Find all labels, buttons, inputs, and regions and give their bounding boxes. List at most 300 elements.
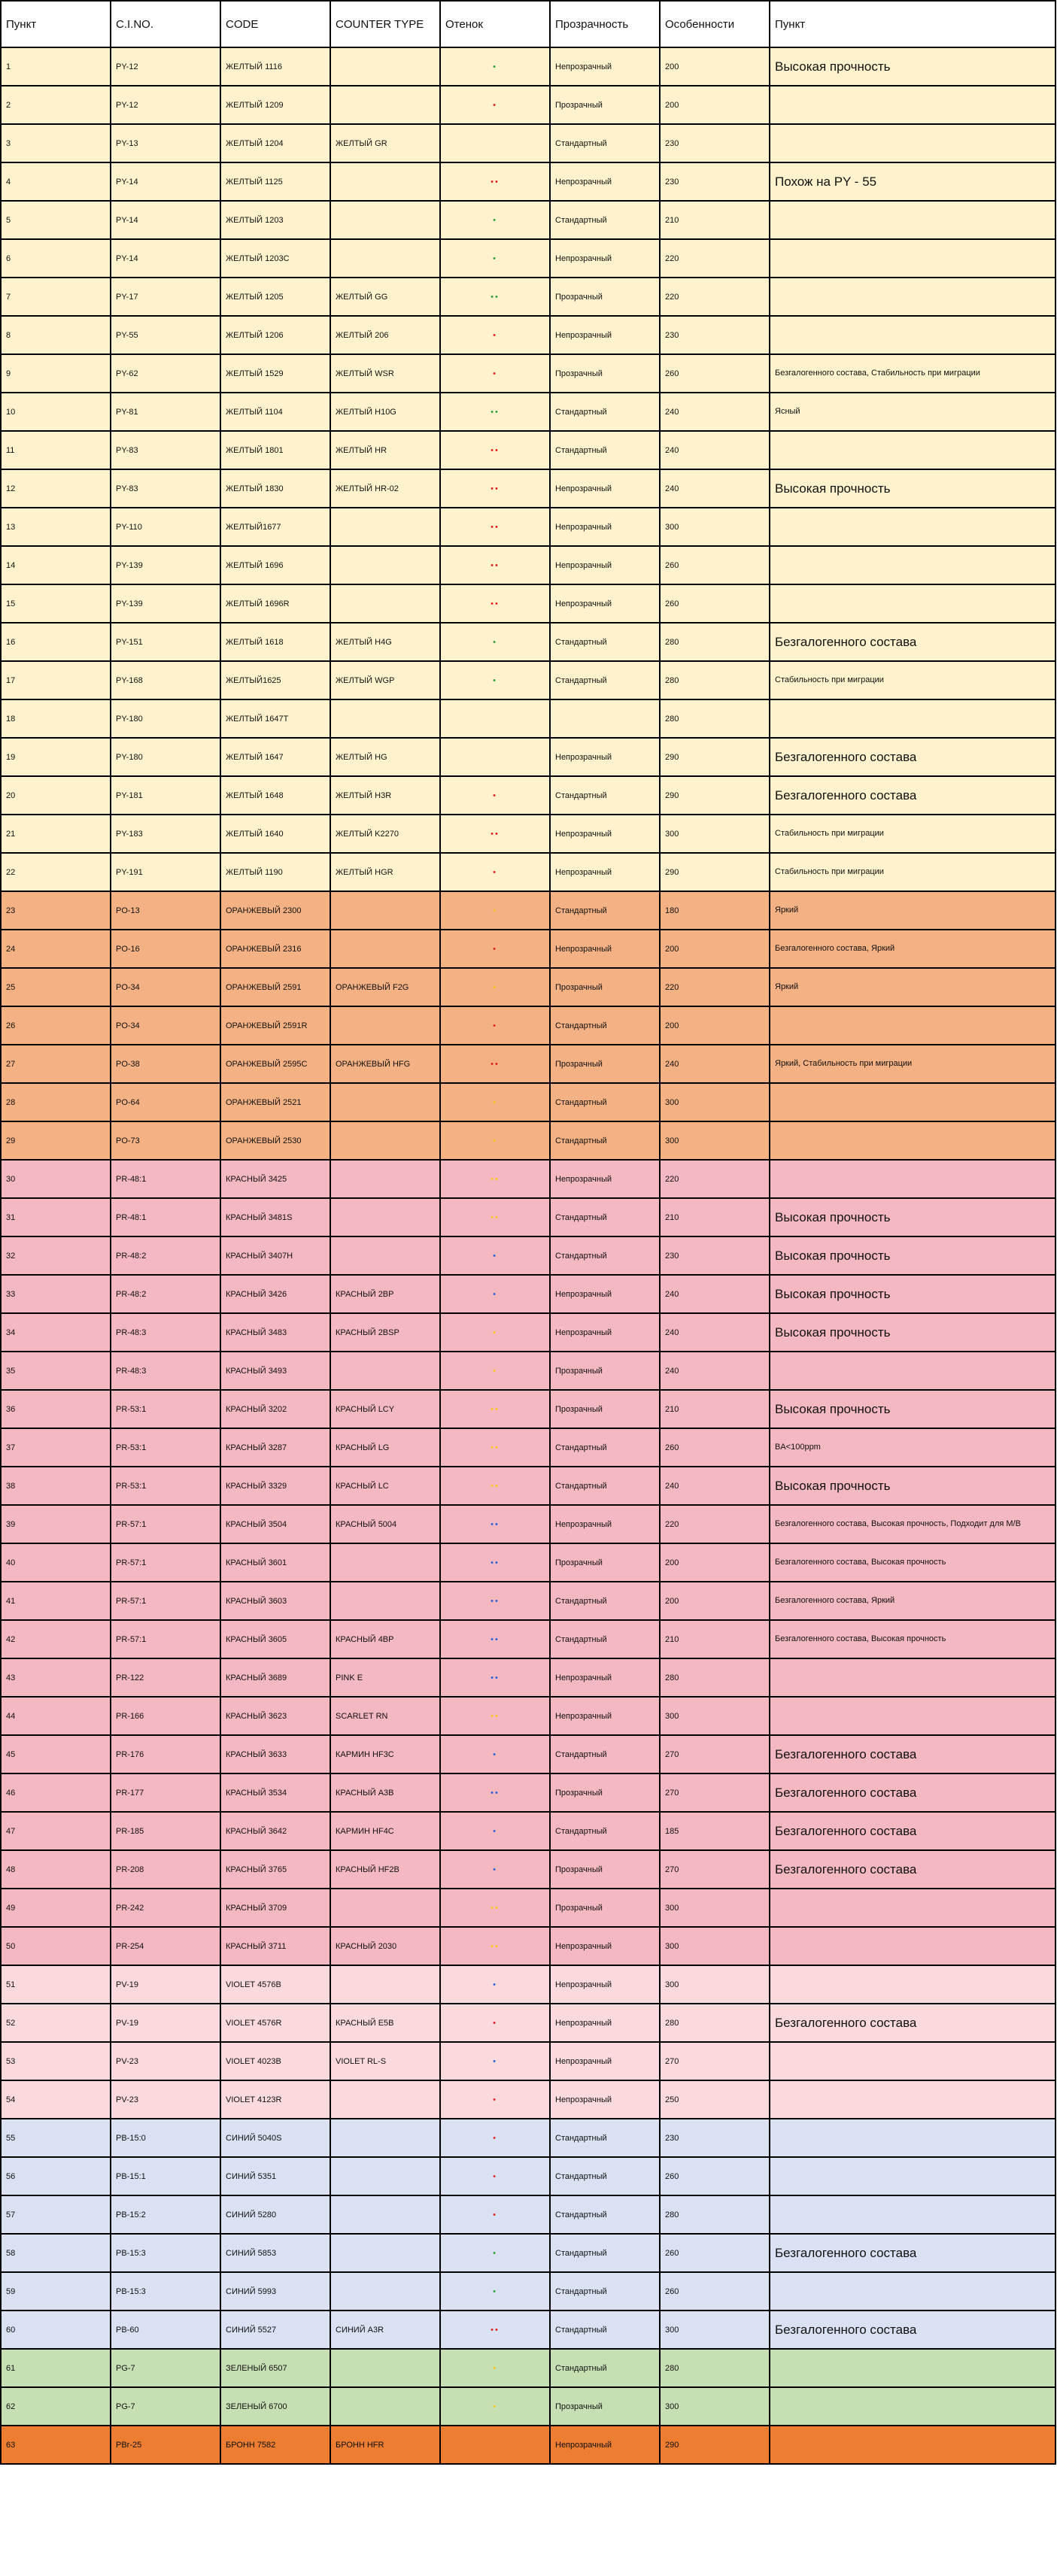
- cell-properties[interactable]: 280: [660, 2349, 770, 2387]
- cell-properties[interactable]: 230: [660, 2119, 770, 2157]
- cell-ci-no[interactable]: PB-60: [111, 2311, 220, 2349]
- cell-code[interactable]: ЖЕЛТЫЙ 1640: [220, 815, 330, 853]
- cell-notes[interactable]: Стабильность при миграции: [770, 815, 1055, 853]
- cell-code[interactable]: КРАСНЫЙ 3605: [220, 1620, 330, 1658]
- cell-notes[interactable]: [770, 2426, 1055, 2464]
- cell-code[interactable]: СИНИЙ 5351: [220, 2157, 330, 2195]
- cell-ci-no[interactable]: PB-15:3: [111, 2272, 220, 2311]
- cell-counter-type[interactable]: [330, 2349, 440, 2387]
- cell-properties[interactable]: 240: [660, 1275, 770, 1313]
- cell-ci-no[interactable]: PY-55: [111, 316, 220, 354]
- cell-code[interactable]: ЖЕЛТЫЙ 1209: [220, 86, 330, 124]
- cell-notes[interactable]: [770, 1965, 1055, 2004]
- cell-ci-no[interactable]: PY-62: [111, 354, 220, 393]
- cell-ci-no[interactable]: PR-57:1: [111, 1505, 220, 1543]
- cell-shade[interactable]: [440, 2119, 550, 2157]
- cell-properties[interactable]: 200: [660, 1582, 770, 1620]
- cell-notes[interactable]: [770, 1006, 1055, 1045]
- cell-notes[interactable]: [770, 1352, 1055, 1390]
- cell-ci-no[interactable]: PY-83: [111, 431, 220, 469]
- cell-transparency[interactable]: Стандартный: [550, 1236, 660, 1275]
- cell-transparency[interactable]: Стандартный: [550, 2157, 660, 2195]
- cell-code[interactable]: ОРАНЖЕВЫЙ 2591: [220, 968, 330, 1006]
- cell-notes[interactable]: Яркий: [770, 968, 1055, 1006]
- cell-code[interactable]: ЖЕЛТЫЙ 1116: [220, 47, 330, 86]
- cell-code[interactable]: ЖЕЛТЫЙ1677: [220, 508, 330, 546]
- cell-ci-no[interactable]: PB-15:3: [111, 2234, 220, 2272]
- cell-transparency[interactable]: Непрозрачный: [550, 738, 660, 776]
- cell-code[interactable]: ЖЕЛТЫЙ 1830: [220, 469, 330, 508]
- cell-shade[interactable]: [440, 1620, 550, 1658]
- cell-counter-type[interactable]: [330, 47, 440, 86]
- cell-code[interactable]: КРАСНЫЙ 3287: [220, 1428, 330, 1467]
- cell-counter-type[interactable]: [330, 2119, 440, 2157]
- cell-code[interactable]: КРАСНЫЙ 3689: [220, 1658, 330, 1697]
- cell-transparency[interactable]: Стандартный: [550, 2234, 660, 2272]
- cell-transparency[interactable]: Стандартный: [550, 1121, 660, 1160]
- cell-transparency[interactable]: Непрозрачный: [550, 316, 660, 354]
- cell-properties[interactable]: 290: [660, 738, 770, 776]
- cell-counter-type[interactable]: [330, 1160, 440, 1198]
- cell-ci-no[interactable]: PY-183: [111, 815, 220, 853]
- header-shade[interactable]: Отенок: [440, 1, 550, 47]
- cell-counter-type[interactable]: КРАСНЫЙ 2BP: [330, 1275, 440, 1313]
- cell-counter-type[interactable]: [330, 162, 440, 201]
- cell-notes[interactable]: [770, 239, 1055, 278]
- cell-properties[interactable]: 210: [660, 1198, 770, 1236]
- header-notes[interactable]: Пункт: [770, 1, 1055, 47]
- cell-counter-type[interactable]: [330, 891, 440, 930]
- cell-transparency[interactable]: Стандартный: [550, 1467, 660, 1505]
- cell-shade[interactable]: [440, 469, 550, 508]
- cell-item[interactable]: 35: [1, 1352, 111, 1390]
- cell-transparency[interactable]: Стандартный: [550, 2195, 660, 2234]
- cell-notes[interactable]: [770, 431, 1055, 469]
- cell-item[interactable]: 9: [1, 354, 111, 393]
- cell-shade[interactable]: [440, 1889, 550, 1927]
- cell-transparency[interactable]: Стандартный: [550, 2272, 660, 2311]
- cell-notes[interactable]: Высокая прочность: [770, 47, 1055, 86]
- cell-notes[interactable]: Безгалогенного состава, Стабильность при миграции: [770, 354, 1055, 393]
- cell-transparency[interactable]: Стандартный: [550, 2311, 660, 2349]
- cell-item[interactable]: 13: [1, 508, 111, 546]
- cell-ci-no[interactable]: PY-14: [111, 162, 220, 201]
- cell-transparency[interactable]: Непрозрачный: [550, 469, 660, 508]
- cell-transparency[interactable]: Прозрачный: [550, 2387, 660, 2426]
- cell-item[interactable]: 22: [1, 853, 111, 891]
- cell-notes[interactable]: Безгалогенного состава: [770, 623, 1055, 661]
- cell-counter-type[interactable]: [330, 201, 440, 239]
- cell-shade[interactable]: [440, 2426, 550, 2464]
- cell-shade[interactable]: [440, 47, 550, 86]
- cell-notes[interactable]: Стабильность при миграции: [770, 661, 1055, 699]
- cell-item[interactable]: 60: [1, 2311, 111, 2349]
- cell-item[interactable]: 41: [1, 1582, 111, 1620]
- cell-counter-type[interactable]: ЖЕЛТЫЙ HGR: [330, 853, 440, 891]
- cell-transparency[interactable]: Стандартный: [550, 1620, 660, 1658]
- cell-code[interactable]: КРАСНЫЙ 3481S: [220, 1198, 330, 1236]
- cell-ci-no[interactable]: PB-15:0: [111, 2119, 220, 2157]
- cell-counter-type[interactable]: [330, 1236, 440, 1275]
- cell-item[interactable]: 58: [1, 2234, 111, 2272]
- cell-shade[interactable]: [440, 1121, 550, 1160]
- cell-properties[interactable]: 220: [660, 1505, 770, 1543]
- cell-item[interactable]: 38: [1, 1467, 111, 1505]
- cell-counter-type[interactable]: ЖЕЛТЫЙ GR: [330, 124, 440, 162]
- cell-ci-no[interactable]: PO-16: [111, 930, 220, 968]
- cell-properties[interactable]: 290: [660, 853, 770, 891]
- cell-counter-type[interactable]: [330, 1198, 440, 1236]
- cell-shade[interactable]: [440, 968, 550, 1006]
- cell-transparency[interactable]: Непрозрачный: [550, 2004, 660, 2042]
- cell-ci-no[interactable]: PR-48:3: [111, 1352, 220, 1390]
- cell-code[interactable]: ЖЕЛТЫЙ 1801: [220, 431, 330, 469]
- cell-counter-type[interactable]: [330, 930, 440, 968]
- cell-properties[interactable]: 270: [660, 2042, 770, 2080]
- cell-transparency[interactable]: Стандартный: [550, 623, 660, 661]
- cell-transparency[interactable]: Непрозрачный: [550, 508, 660, 546]
- cell-shade[interactable]: [440, 1505, 550, 1543]
- cell-notes[interactable]: [770, 1927, 1055, 1965]
- cell-code[interactable]: КРАСНЫЙ 3534: [220, 1773, 330, 1812]
- cell-notes[interactable]: Яркий: [770, 891, 1055, 930]
- cell-code[interactable]: КРАСНЫЙ 3329: [220, 1467, 330, 1505]
- cell-shade[interactable]: [440, 1045, 550, 1083]
- cell-properties[interactable]: 180: [660, 891, 770, 930]
- cell-transparency[interactable]: Непрозрачный: [550, 2080, 660, 2119]
- cell-transparency[interactable]: Непрозрачный: [550, 239, 660, 278]
- cell-properties[interactable]: 280: [660, 1658, 770, 1697]
- cell-item[interactable]: 63: [1, 2426, 111, 2464]
- cell-notes[interactable]: Высокая прочность: [770, 1236, 1055, 1275]
- cell-counter-type[interactable]: [330, 584, 440, 623]
- cell-shade[interactable]: [440, 1735, 550, 1773]
- cell-ci-no[interactable]: PY-191: [111, 853, 220, 891]
- cell-counter-type[interactable]: ОРАНЖЕВЫЙ HFG: [330, 1045, 440, 1083]
- cell-ci-no[interactable]: PY-12: [111, 86, 220, 124]
- cell-properties[interactable]: 280: [660, 623, 770, 661]
- cell-item[interactable]: 11: [1, 431, 111, 469]
- cell-notes[interactable]: [770, 2119, 1055, 2157]
- cell-item[interactable]: 61: [1, 2349, 111, 2387]
- cell-shade[interactable]: [440, 776, 550, 815]
- cell-notes[interactable]: [770, 2349, 1055, 2387]
- cell-shade[interactable]: [440, 1198, 550, 1236]
- cell-counter-type[interactable]: ЖЕЛТЫЙ GG: [330, 278, 440, 316]
- cell-shade[interactable]: [440, 546, 550, 584]
- cell-properties[interactable]: 220: [660, 239, 770, 278]
- cell-transparency[interactable]: Прозрачный: [550, 968, 660, 1006]
- cell-shade[interactable]: [440, 508, 550, 546]
- cell-code[interactable]: VIOLET 4123R: [220, 2080, 330, 2119]
- cell-properties[interactable]: 200: [660, 1543, 770, 1582]
- cell-item[interactable]: 8: [1, 316, 111, 354]
- cell-notes[interactable]: [770, 1658, 1055, 1697]
- cell-item[interactable]: 47: [1, 1812, 111, 1850]
- cell-notes[interactable]: Стабильность при миграции: [770, 853, 1055, 891]
- cell-code[interactable]: СИНИЙ 5993: [220, 2272, 330, 2311]
- cell-ci-no[interactable]: PO-38: [111, 1045, 220, 1083]
- cell-item[interactable]: 36: [1, 1390, 111, 1428]
- cell-counter-type[interactable]: [330, 86, 440, 124]
- cell-shade[interactable]: [440, 2349, 550, 2387]
- cell-ci-no[interactable]: PO-73: [111, 1121, 220, 1160]
- cell-item[interactable]: 3: [1, 124, 111, 162]
- cell-ci-no[interactable]: PV-23: [111, 2042, 220, 2080]
- cell-counter-type[interactable]: КРАСНЫЙ 4BP: [330, 1620, 440, 1658]
- cell-item[interactable]: 19: [1, 738, 111, 776]
- cell-item[interactable]: 34: [1, 1313, 111, 1352]
- cell-counter-type[interactable]: [330, 1352, 440, 1390]
- cell-properties[interactable]: 270: [660, 1735, 770, 1773]
- cell-notes[interactable]: Похож на PY - 55: [770, 162, 1055, 201]
- cell-item[interactable]: 20: [1, 776, 111, 815]
- cell-transparency[interactable]: Непрозрачный: [550, 1505, 660, 1543]
- cell-code[interactable]: ЖЕЛТЫЙ 1696: [220, 546, 330, 584]
- cell-code[interactable]: КРАСНЫЙ 3425: [220, 1160, 330, 1198]
- cell-shade[interactable]: [440, 86, 550, 124]
- cell-notes[interactable]: [770, 2042, 1055, 2080]
- cell-counter-type[interactable]: [330, 1006, 440, 1045]
- cell-transparency[interactable]: Непрозрачный: [550, 1160, 660, 1198]
- cell-code[interactable]: ЖЕЛТЫЙ1625: [220, 661, 330, 699]
- cell-item[interactable]: 26: [1, 1006, 111, 1045]
- cell-properties[interactable]: 210: [660, 1620, 770, 1658]
- cell-transparency[interactable]: Прозрачный: [550, 354, 660, 393]
- cell-code[interactable]: КРАСНЫЙ 3623: [220, 1697, 330, 1735]
- cell-notes[interactable]: Безгалогенного состава: [770, 1812, 1055, 1850]
- cell-ci-no[interactable]: PV-19: [111, 2004, 220, 2042]
- cell-properties[interactable]: 240: [660, 1352, 770, 1390]
- cell-transparency[interactable]: Стандартный: [550, 1198, 660, 1236]
- cell-item[interactable]: 46: [1, 1773, 111, 1812]
- cell-item[interactable]: 6: [1, 239, 111, 278]
- cell-item[interactable]: 12: [1, 469, 111, 508]
- cell-ci-no[interactable]: PY-180: [111, 738, 220, 776]
- cell-counter-type[interactable]: ЖЕЛТЫЙ WGP: [330, 661, 440, 699]
- cell-properties[interactable]: 220: [660, 278, 770, 316]
- cell-notes[interactable]: [770, 86, 1055, 124]
- cell-item[interactable]: 15: [1, 584, 111, 623]
- cell-ci-no[interactable]: PR-57:1: [111, 1582, 220, 1620]
- cell-code[interactable]: КРАСНЫЙ 3603: [220, 1582, 330, 1620]
- cell-ci-no[interactable]: PR-57:1: [111, 1543, 220, 1582]
- cell-shade[interactable]: [440, 2311, 550, 2349]
- cell-shade[interactable]: [440, 1543, 550, 1582]
- cell-counter-type[interactable]: КРАСНЫЙ LCY: [330, 1390, 440, 1428]
- cell-properties[interactable]: 210: [660, 1390, 770, 1428]
- cell-counter-type[interactable]: КРАСНЫЙ 5004: [330, 1505, 440, 1543]
- cell-ci-no[interactable]: PG-7: [111, 2349, 220, 2387]
- cell-properties[interactable]: 300: [660, 2311, 770, 2349]
- cell-shade[interactable]: [440, 354, 550, 393]
- cell-shade[interactable]: [440, 124, 550, 162]
- cell-item[interactable]: 37: [1, 1428, 111, 1467]
- cell-item[interactable]: 29: [1, 1121, 111, 1160]
- cell-properties[interactable]: 260: [660, 2157, 770, 2195]
- cell-counter-type[interactable]: ЖЕЛТЫЙ HR: [330, 431, 440, 469]
- cell-counter-type[interactable]: КАРМИН HF4C: [330, 1812, 440, 1850]
- cell-item[interactable]: 43: [1, 1658, 111, 1697]
- cell-ci-no[interactable]: PV-23: [111, 2080, 220, 2119]
- cell-shade[interactable]: [440, 1812, 550, 1850]
- cell-item[interactable]: 62: [1, 2387, 111, 2426]
- cell-item[interactable]: 56: [1, 2157, 111, 2195]
- cell-transparency[interactable]: Непрозрачный: [550, 930, 660, 968]
- cell-notes[interactable]: BA<100ppm: [770, 1428, 1055, 1467]
- cell-ci-no[interactable]: PG-7: [111, 2387, 220, 2426]
- cell-shade[interactable]: [440, 2157, 550, 2195]
- cell-transparency[interactable]: Стандартный: [550, 2349, 660, 2387]
- cell-item[interactable]: 53: [1, 2042, 111, 2080]
- cell-ci-no[interactable]: PY-168: [111, 661, 220, 699]
- cell-code[interactable]: ОРАНЖЕВЫЙ 2521: [220, 1083, 330, 1121]
- cell-code[interactable]: VIOLET 4576R: [220, 2004, 330, 2042]
- cell-code[interactable]: ЖЕЛТЫЙ 1618: [220, 623, 330, 661]
- cell-transparency[interactable]: Стандартный: [550, 1006, 660, 1045]
- cell-properties[interactable]: 200: [660, 47, 770, 86]
- cell-transparency[interactable]: Стандартный: [550, 431, 660, 469]
- cell-ci-no[interactable]: PR-57:1: [111, 1620, 220, 1658]
- cell-ci-no[interactable]: PY-110: [111, 508, 220, 546]
- cell-notes[interactable]: Безгалогенного состава: [770, 2311, 1055, 2349]
- cell-properties[interactable]: 240: [660, 1467, 770, 1505]
- cell-transparency[interactable]: Стандартный: [550, 776, 660, 815]
- cell-code[interactable]: КРАСНЫЙ 3504: [220, 1505, 330, 1543]
- cell-ci-no[interactable]: PR-176: [111, 1735, 220, 1773]
- cell-notes[interactable]: [770, 201, 1055, 239]
- cell-ci-no[interactable]: PR-122: [111, 1658, 220, 1697]
- cell-notes[interactable]: [770, 2387, 1055, 2426]
- cell-counter-type[interactable]: [330, 2080, 440, 2119]
- cell-properties[interactable]: 220: [660, 1160, 770, 1198]
- cell-item[interactable]: 45: [1, 1735, 111, 1773]
- cell-item[interactable]: 10: [1, 393, 111, 431]
- cell-code[interactable]: ЖЕЛТЫЙ 1104: [220, 393, 330, 431]
- cell-item[interactable]: 48: [1, 1850, 111, 1889]
- cell-ci-no[interactable]: PY-13: [111, 124, 220, 162]
- cell-properties[interactable]: 300: [660, 1121, 770, 1160]
- cell-properties[interactable]: 220: [660, 968, 770, 1006]
- cell-item[interactable]: 50: [1, 1927, 111, 1965]
- header-code[interactable]: CODE: [220, 1, 330, 47]
- cell-counter-type[interactable]: ОРАНЖЕВЫЙ F2G: [330, 968, 440, 1006]
- cell-transparency[interactable]: Непрозрачный: [550, 162, 660, 201]
- cell-counter-type[interactable]: SCARLET RN: [330, 1697, 440, 1735]
- cell-notes[interactable]: Безгалогенного состава, Высокая прочность: [770, 1620, 1055, 1658]
- cell-notes[interactable]: Безгалогенного состава: [770, 776, 1055, 815]
- cell-ci-no[interactable]: PY-14: [111, 201, 220, 239]
- cell-notes[interactable]: Безгалогенного состава: [770, 1773, 1055, 1812]
- cell-properties[interactable]: 300: [660, 1889, 770, 1927]
- cell-notes[interactable]: Безгалогенного состава, Высокая прочность, Подходит для M/B: [770, 1505, 1055, 1543]
- cell-transparency[interactable]: Прозрачный: [550, 1352, 660, 1390]
- cell-transparency[interactable]: Непрозрачный: [550, 815, 660, 853]
- cell-shade[interactable]: [440, 891, 550, 930]
- cell-counter-type[interactable]: PINK E: [330, 1658, 440, 1697]
- cell-shade[interactable]: [440, 1160, 550, 1198]
- cell-ci-no[interactable]: PY-83: [111, 469, 220, 508]
- cell-code[interactable]: КРАСНЫЙ 3711: [220, 1927, 330, 1965]
- cell-shade[interactable]: [440, 431, 550, 469]
- cell-transparency[interactable]: Непрозрачный: [550, 1965, 660, 2004]
- cell-transparency[interactable]: Непрозрачный: [550, 1313, 660, 1352]
- cell-item[interactable]: 44: [1, 1697, 111, 1735]
- cell-ci-no[interactable]: PR-48:2: [111, 1275, 220, 1313]
- cell-ci-no[interactable]: PR-53:1: [111, 1467, 220, 1505]
- cell-shade[interactable]: [440, 930, 550, 968]
- cell-properties[interactable]: 230: [660, 124, 770, 162]
- cell-properties[interactable]: 270: [660, 1773, 770, 1812]
- cell-shade[interactable]: [440, 239, 550, 278]
- cell-transparency[interactable]: Непрозрачный: [550, 2042, 660, 2080]
- cell-counter-type[interactable]: ЖЕЛТЫЙ H10G: [330, 393, 440, 431]
- cell-notes[interactable]: Высокая прочность: [770, 1467, 1055, 1505]
- cell-code[interactable]: ЖЕЛТЫЙ 1529: [220, 354, 330, 393]
- cell-properties[interactable]: 300: [660, 815, 770, 853]
- cell-properties[interactable]: 240: [660, 393, 770, 431]
- cell-code[interactable]: ЖЕЛТЫЙ 1204: [220, 124, 330, 162]
- cell-transparency[interactable]: Стандартный: [550, 2119, 660, 2157]
- cell-code[interactable]: БРОНН 7582: [220, 2426, 330, 2464]
- cell-code[interactable]: ОРАНЖЕВЫЙ 2591R: [220, 1006, 330, 1045]
- cell-shade[interactable]: [440, 1927, 550, 1965]
- cell-code[interactable]: VIOLET 4576B: [220, 1965, 330, 2004]
- cell-ci-no[interactable]: PY-81: [111, 393, 220, 431]
- cell-properties[interactable]: 300: [660, 1927, 770, 1965]
- cell-code[interactable]: ЖЕЛТЫЙ 1647: [220, 738, 330, 776]
- cell-item[interactable]: 52: [1, 2004, 111, 2042]
- cell-counter-type[interactable]: [330, 2157, 440, 2195]
- cell-item[interactable]: 14: [1, 546, 111, 584]
- cell-ci-no[interactable]: PR-177: [111, 1773, 220, 1812]
- cell-item[interactable]: 57: [1, 2195, 111, 2234]
- cell-shade[interactable]: [440, 201, 550, 239]
- cell-counter-type[interactable]: [330, 1121, 440, 1160]
- cell-counter-type[interactable]: [330, 1889, 440, 1927]
- cell-shade[interactable]: [440, 1428, 550, 1467]
- cell-item[interactable]: 55: [1, 2119, 111, 2157]
- cell-notes[interactable]: [770, 699, 1055, 738]
- cell-counter-type[interactable]: ЖЕЛТЫЙ K2270: [330, 815, 440, 853]
- cell-shade[interactable]: [440, 2387, 550, 2426]
- cell-properties[interactable]: 260: [660, 2272, 770, 2311]
- cell-code[interactable]: КРАСНЫЙ 3642: [220, 1812, 330, 1850]
- cell-transparency[interactable]: Непрозрачный: [550, 1927, 660, 1965]
- cell-notes[interactable]: [770, 2272, 1055, 2311]
- cell-notes[interactable]: [770, 508, 1055, 546]
- cell-shade[interactable]: [440, 1275, 550, 1313]
- cell-counter-type[interactable]: ЖЕЛТЫЙ WSR: [330, 354, 440, 393]
- cell-properties[interactable]: 200: [660, 930, 770, 968]
- cell-code[interactable]: ЗЕЛЕНЫЙ 6700: [220, 2387, 330, 2426]
- cell-properties[interactable]: 240: [660, 1045, 770, 1083]
- cell-item[interactable]: 28: [1, 1083, 111, 1121]
- cell-shade[interactable]: [440, 1390, 550, 1428]
- cell-item[interactable]: 49: [1, 1889, 111, 1927]
- cell-counter-type[interactable]: ЖЕЛТЫЙ H4G: [330, 623, 440, 661]
- cell-properties[interactable]: 260: [660, 546, 770, 584]
- cell-code[interactable]: КРАСНЫЙ 3765: [220, 1850, 330, 1889]
- cell-code[interactable]: КРАСНЫЙ 3426: [220, 1275, 330, 1313]
- cell-transparency[interactable]: Стандартный: [550, 124, 660, 162]
- cell-ci-no[interactable]: PO-13: [111, 891, 220, 930]
- cell-code[interactable]: ОРАНЖЕВЫЙ 2595C: [220, 1045, 330, 1083]
- cell-counter-type[interactable]: ЖЕЛТЫЙ 206: [330, 316, 440, 354]
- cell-transparency[interactable]: Стандартный: [550, 1812, 660, 1850]
- cell-transparency[interactable]: Непрозрачный: [550, 47, 660, 86]
- cell-notes[interactable]: [770, 1083, 1055, 1121]
